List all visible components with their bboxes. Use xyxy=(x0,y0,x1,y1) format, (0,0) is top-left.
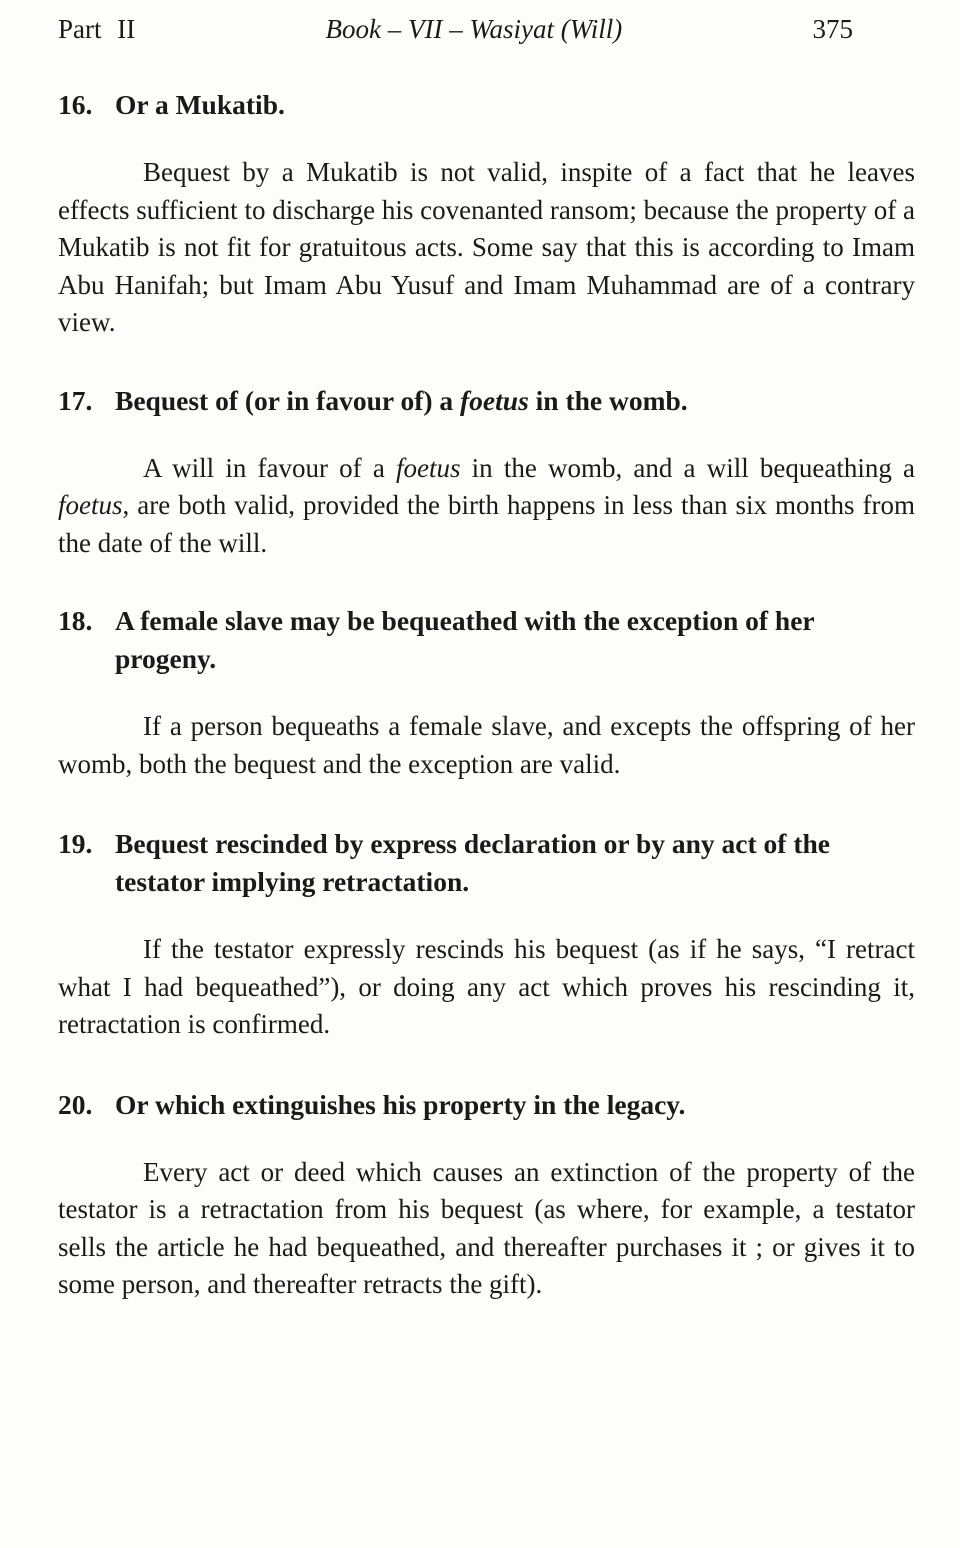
paragraph-italic-foetus: foetus xyxy=(58,490,123,520)
section-16-number: 16. xyxy=(58,89,93,120)
part-label: Part II xyxy=(58,14,136,44)
section-18-title: A female slave may be bequeathed with the exception of her progeny. xyxy=(115,605,815,674)
section-17-paragraph xyxy=(58,450,915,563)
section-20-paragraph: Every act or deed which causes an extinction of the property of the testator is a retractation from his bequest (as where, for example, a testator sells the article he had bequeathed, and thereafter purchases it ; or gives it to some person, and thereafter retracts the gift). xyxy=(58,1156,915,1299)
paragraph-text: in the womb, and a will bequeathing a xyxy=(460,452,915,483)
book-title: Book – VII – Wasiyat (Will) xyxy=(325,14,623,44)
page-content xyxy=(0,86,960,1304)
section-17-heading xyxy=(58,382,915,420)
section-19-number: 19. xyxy=(58,828,93,859)
section-17-title xyxy=(115,382,915,420)
paragraph-text: A will in favour of a xyxy=(143,452,396,483)
section-20-number: 20. xyxy=(58,1088,93,1120)
paragraph-italic-foetus: foetus xyxy=(395,452,461,483)
title-italic-foetus: foetus xyxy=(460,384,529,416)
section-20-title: Or which extinguishes his property in the legacy. xyxy=(115,1088,686,1120)
section-19-paragraph: If the testator expressly rescinds his bequest (as if he says, “I retract what I had bequeathed”), or doing any act which proves his rescinding it, retractation is confirmed. xyxy=(58,934,915,1039)
title-text: in the womb. xyxy=(528,384,688,416)
section-19-title: Bequest rescinded by express declaration or by any act of the testator implying retractation. xyxy=(115,828,830,897)
section-17-number: 17. xyxy=(58,384,93,416)
section-18-heading xyxy=(58,602,915,678)
section-18-paragraph: If a person bequeaths a female slave, and excepts the offspring of her womb, both the bequest and the exception are valid. xyxy=(58,711,915,779)
title-text: Bequest of (or in favour of) a xyxy=(115,384,461,416)
section-16-title: Or a Mukatib. xyxy=(115,89,285,120)
section-16-paragraph: Bequest by a Mukatib is not valid, inspite of a fact that he leaves effects sufficient to discharge his covenanted ransom; because the property of a Mukatib is not fit for gratuitous acts. Some say that this is according to Imam Abu Hanifah; but Imam Abu Yusuf and Imam Muhammad are of a contrary view. xyxy=(58,157,915,337)
paragraph-text: , are both valid, provided the birth happens in less than six months from the date of the will. xyxy=(58,490,915,558)
section-20-heading xyxy=(58,1086,915,1124)
section-18-number: 18. xyxy=(58,605,93,636)
section-19-heading xyxy=(58,825,915,901)
running-header xyxy=(0,0,960,46)
section-16-heading xyxy=(58,86,915,124)
page-number: 375 xyxy=(812,14,853,44)
